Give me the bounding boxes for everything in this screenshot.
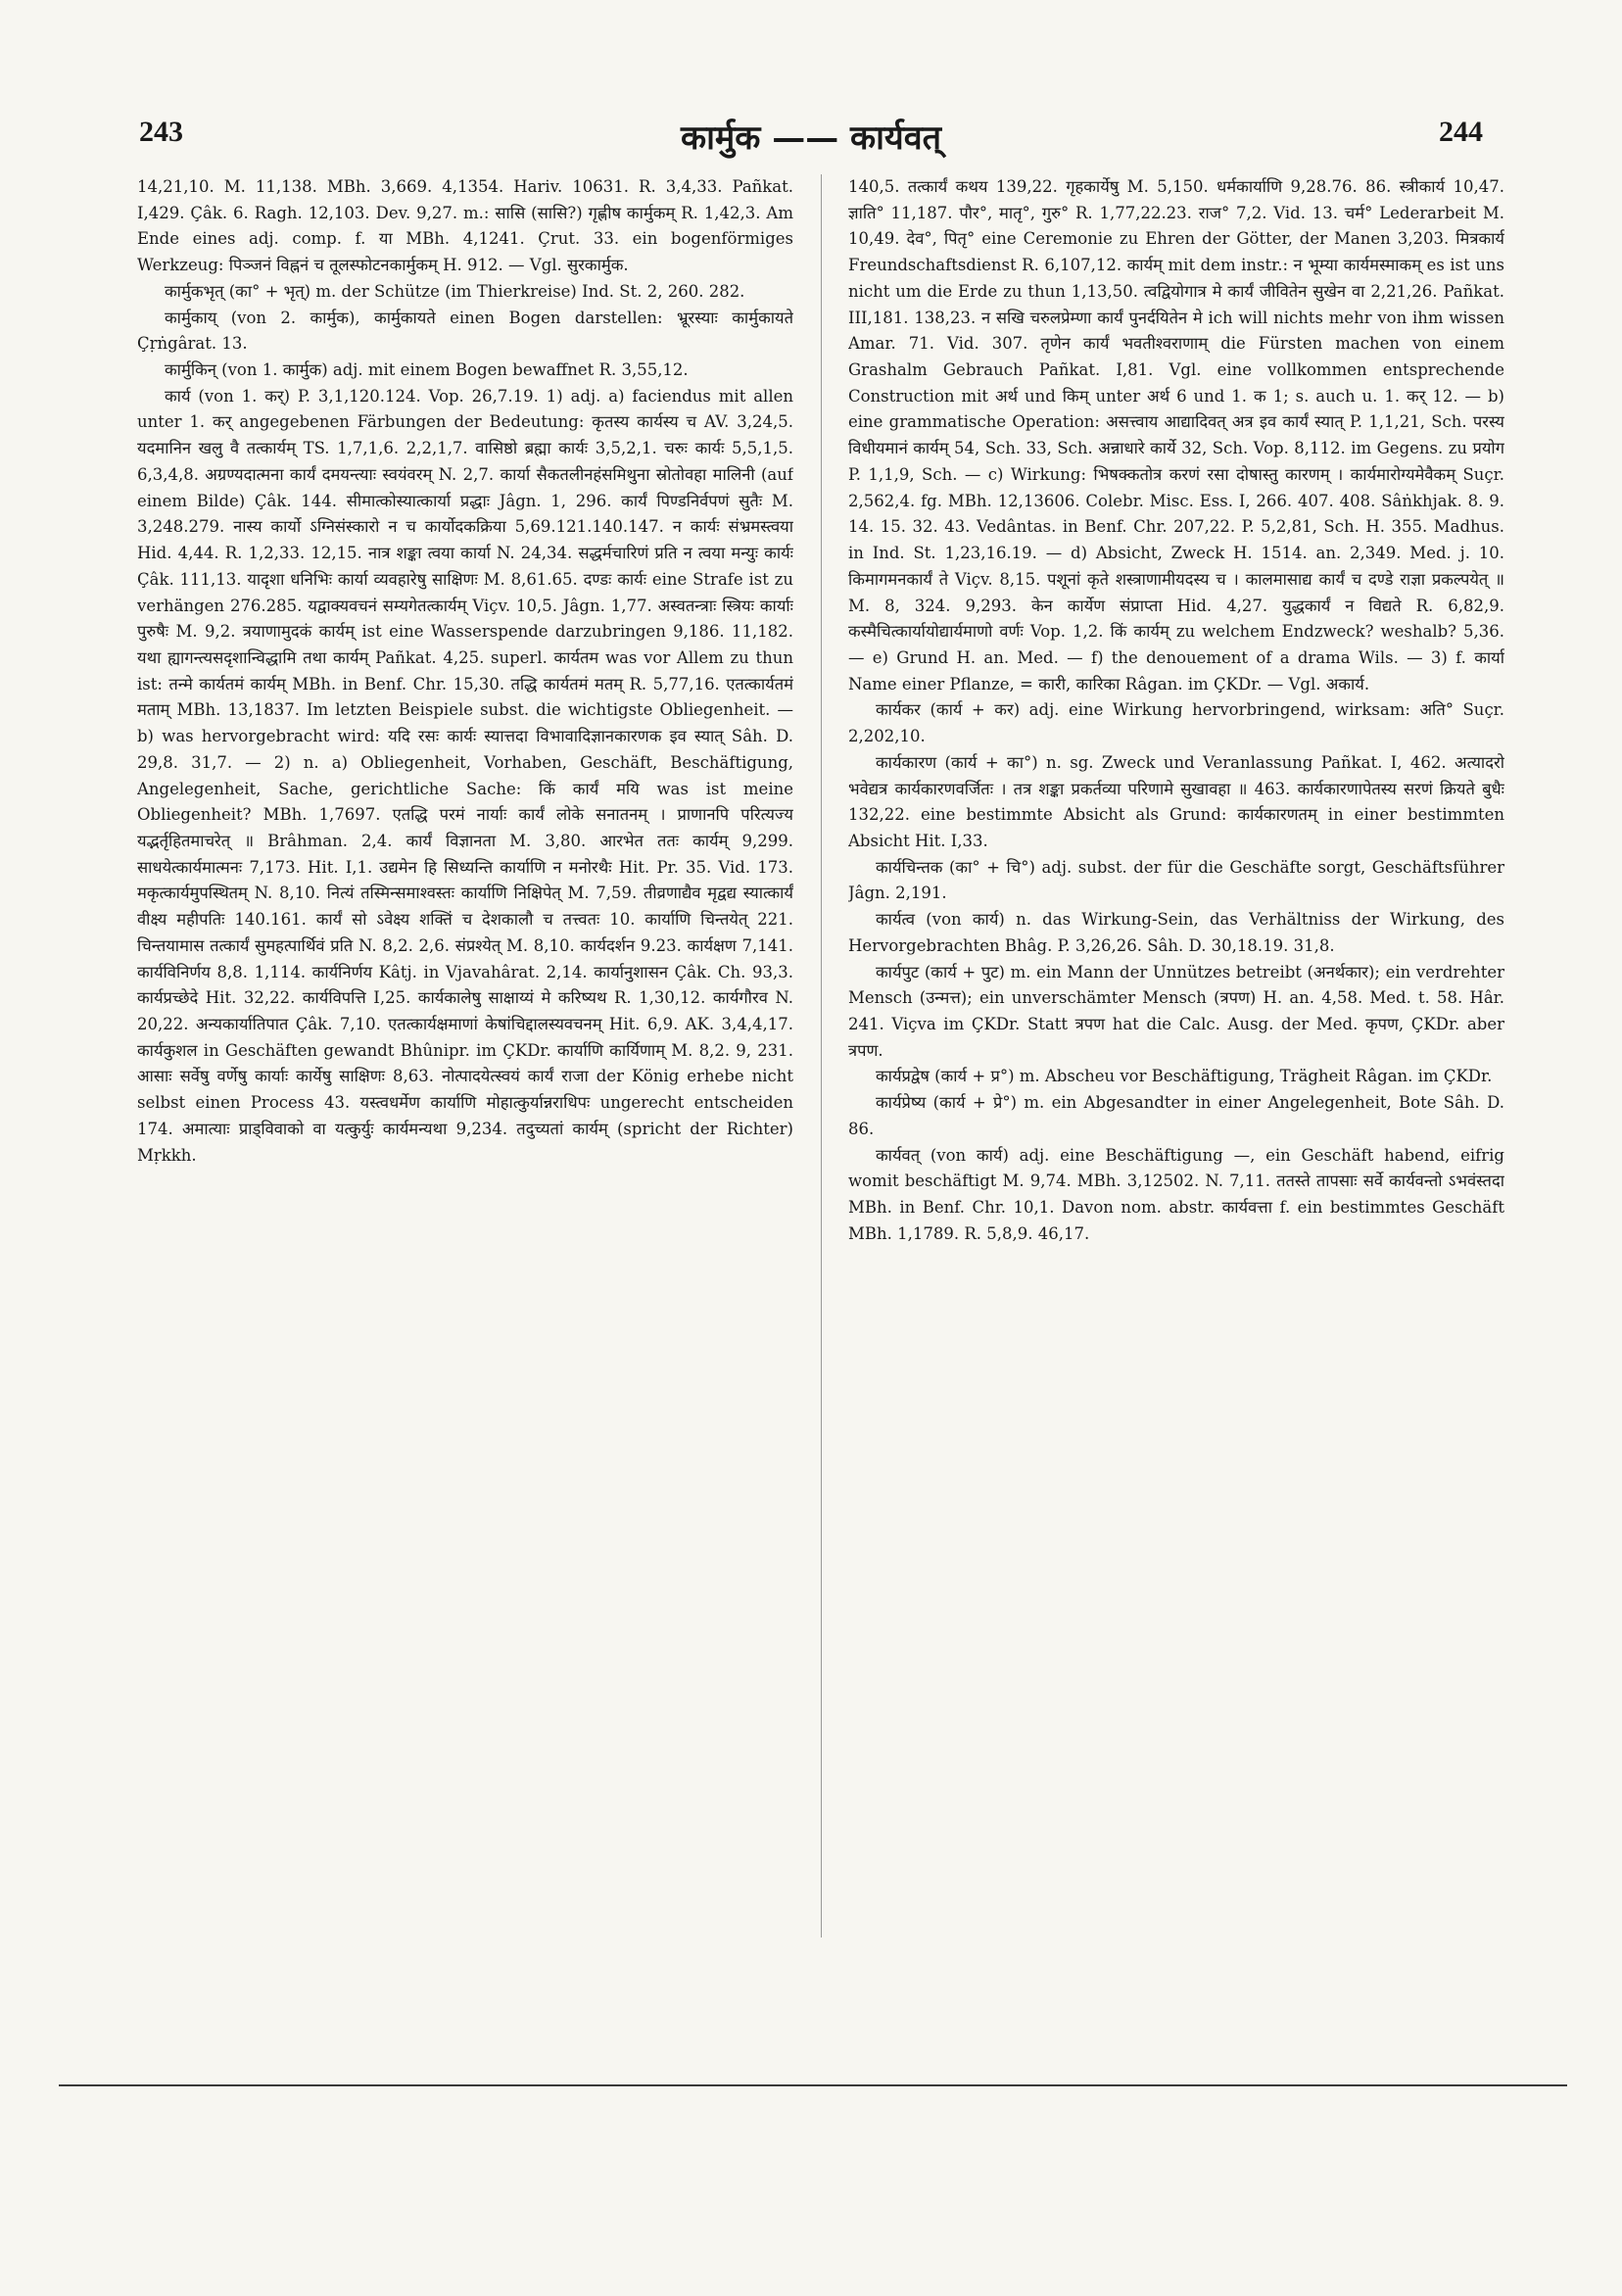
dictionary-entry: कार्यपुट (कार्य + पुट) m. ein Mann der Unnützes betreibt (अनर्थकार); ein verdrehter Mensch (उन्मत्त); ein unverschämter Mensch (त्रपण) H. an. 4,58. Med. t. 58. Hâr. 241. Viçva im ÇKDr. Statt त्रपण hat die Calc. Ausg. der Med. कृपण, ÇKDr. aber त्रपण. <box>848 962 1504 1060</box>
dictionary-entry: कार्य (von 1. कर्) P. 3,1,120.124. Vop. 26,7.19. 1) adj. a) faciendus mit allen unter 1. कर् angegebenen Färbungen der Bedeutung: कृतस्य कार्यस्य च AV. 3,24,5. यदमानिन खलु वै तत्कार्यम् TS. 1,7,1,6. 2,2,1,7. वासिष्ठो ब्रह्मा कार्यः 3,5,2,1. चरुः कार्यः 5,5,1,5. 6,3,4,8. अग्रण्यदात्मना कार्यं दमयन्त्याः स्वयंवरम् N. 2,7. कार्या सैकतलीनहंसमिथुना स्रोतोवहा मालिनी (auf einem Bilde) Çâk. 144. सीमात्कोस्यात्कार्या प्रद्धाः Jâgn. 1, 296. कार्यं पिण्डनिर्वपणं सुतैः M. 3,248.279. नास्य कार्यो ऽग्निसंस्कारो न च कार्योदकक्रिया 5,69.121.140.147. न कार्यः संभ्रमस्त्वया Hid. 4,44. R. 1,2,33. 12,15. नात्र शङ्का त्वया कार्या N. 24,34. सद्धर्मचारिणं प्रति न त्वया मन्युः कार्यः Çâk. 111,13. यादृशा धनिभिः कार्या व्यवहारेषु साक्षिणः M. 8,61.65. दण्डः कार्यः eine Strafe ist zu verhängen 276.285. यद्वाक्यवचनं सम्यगेतत्कार्यम् Viçv. 10,5. Jâgn. 1,77. अस्वतन्त्राः स्त्रियः कार्याः पुरुषैः M. 9,2. त्रयाणामुदकं कार्यम् ist eine Wasserspende darzubringen 9,186. 11,182. यथा ह्यागन्त्यसदृशान्विद्धामि तथा कार्यम् Pañkat. 4,25. superl. कार्यतम was vor Allem zu thun ist: तन्मे कार्यतमं कार्यम् MBh. in Benf. Chr. 15,30. तद्धि कार्यतमं मतम् R. 5,77,16. एतत्कार्यतमं मताम् MBh. 13,1837. Im letzten Beispiele subst. die wichtigste Obliegenheit. — b) was hervorgebracht wird: यदि रसः कार्यः स्यात्तदा विभावादिज्ञानकारणक इव स्यात् Sâh. D. 29,8. 31,7. — 2) n. a) Obliegenheit, Vorhaben, Geschäft, Beschäftigung, Angelegenheit, Sache, gerichtliche Sache: किं कार्यं मयि was ist meine Obliegenheit? MBh. 1,7697. एतद्धि परमं नार्याः कार्यं लोके सनातनम् । प्राणानपि परित्यज्य यद्भर्तृहितमाचरेत् ॥ Brâhman. 2,4. कार्यं विज्ञानता M. 3,80. आरभेत ततः कार्यम् 9,299. साधयेत्कार्यमात्मनः 7,173. Hit. I,1. उद्यमेन हि सिध्यन्ति कार्याणि न मनोरथैः Hit. Pr. 35. Vid. 173. मकृत्कार्यमुपस्थितम् N. 8,10. नित्यं तस्मिन्समाश्वस्तः कार्याणि निक्षिपेत् M. 7,59. तीव्रणाद्यैव मृद्वद्य स्यात्कार्यं वीक्ष्य महीपतिः 140.161. कार्यं सो ऽवेक्ष्य शक्तिं च देशकालौ च तत्त्वतः 10. कार्याणि चिन्तयेत् 221. चिन्तयामास तत्कार्यं सुमहत्पार्थिवं प्रति N. 8,2. 2,6. संप्रश्येत् M. 8,10. कार्यदर्शन 9.23. कार्यक्षण 7,141. कार्यविनिर्णय 8,8. 1,114. कार्यनिर्णय Kâtj. in Vjavahârat. 2,14. कार्यानुशासन Çâk. Ch. 93,3. कार्यप्रच्छेदे Hit. 32,22. कार्यविपत्ति I,25. कार्यकालेषु साक्षाय्यं मे करिष्यथ R. 1,30,12. कार्यगौरव N. 20,22. अन्यकार्यातिपात Çâk. 7,10. एतत्कार्यक्षमाणां केषांचिद्दालस्यवचनम् Hit. 6,9. AK. 3,4,4,17. कार्यकुशल in Geschäften gewandt Bhûnipr. im ÇKDr. कार्याणि कार्यिणाम् M. 8,2. 9, 231. आसाः सर्वेषु वर्णेषु कार्याः कार्येषु साक्षिणः 8,63. नोत्पादयेत्स्वयं कार्यं राजा der König erhebe nicht selbst einen Process 43. यस्त्वधर्मेण कार्याणि मोहात्कुर्यान्नराधिपः ungerecht entscheiden 174. अमात्याः प्राड्विवाको वा यत्कुर्युः कार्यमन्यथा 9,234. तदुच्यतां कार्यम् (spricht der Richter) Mṛkkh. <box>137 386 793 1165</box>
dictionary-entry: कार्यप्रेष्य (कार्य + प्रे°) m. ein Abgesandter in einer Angelegenheit, Bote Sâh. D. 86. <box>848 1093 1504 1138</box>
dictionary-entry: कार्मुकभृत् (का° + भृत्) m. der Schütze (im Thierkreise) Ind. St. 2, 260. 282. <box>165 281 745 301</box>
dictionary-entry: कार्यवत् (von कार्य) adj. eine Beschäftigung —, ein Geschäft habend, eifrig womit beschäftigt M. 9,74. MBh. 3,12502. N. 7,11. ततस्ते तापसाः सर्वे कार्यवन्तो ऽभवंस्तदा MBh. in Benf. Chr. 10,1. Davon nom. abstr. कार्यवत्ता f. ein bestimmtes Geschäft MBh. 1,1789. R. 5,8,9. 46,17. <box>848 1145 1504 1243</box>
dictionary-entry: कार्यप्रद्वेष (कार्य + प्र°) m. Abscheu vor Beschäftigung, Trägheit Râgan. im ÇKDr. <box>876 1067 1493 1086</box>
dictionary-entry: 14,21,10. M. 11,138. MBh. 3,669. 4,1354. Hariv. 10631. R. 3,4,33. Pañkat. I,429. Çâk. 6. Ragh. 12,103. Dev. 9,27. m.: सासि (सासि?) गृह्णीष कार्मुकम् R. 1,42,3. Am Ende eines adj. comp. f. या MBh. 4,1241. Çrut. 33. ein bogenförmiges Werkzeug: पिञ्जनं विह्ननं च तूलस्फोटनकार्मुकम् H. 912. — Vgl. सुरकार्मुक. <box>137 177 793 275</box>
dictionary-entry: कार्यत्व (von कार्य) n. das Wirkung-Sein, das Verhältniss der Wirkung, des Hervorgebrachten Bhâg. P. 3,26,26. Sâh. D. 30,18.19. 31,8. <box>848 910 1504 955</box>
column-divider <box>821 174 822 1937</box>
dictionary-entry: कार्यकारण (कार्य + का°) n. sg. Zweck und Veranlassung Pañkat. I, 462. अत्यादरो भवेद्यत्र कार्यकारणवर्जितः । तत्र शङ्का प्रकर्तव्या परिणामे सुखावहा ॥ 463. कार्यकारणापेतस्य सरणं क्रियते बुधैः 132,22. eine bestimmte Absicht als Grund: कार्यकारणतम् in einer bestimmten Absicht Hit. I,33. <box>848 752 1504 850</box>
dictionary-entry: कार्मुकिन् (von 1. कार्मुक) adj. mit einem Bogen bewaffnet R. 3,55,12. <box>165 360 689 380</box>
footer-rule <box>59 2084 1567 2086</box>
dictionary-entry: कार्यचिन्तक (का° + चि°) adj. subst. der für die Geschäfte sorgt, Geschäftsführer Jâgn. 2,191. <box>848 857 1504 903</box>
dictionary-entry: कार्यकर (कार्य + कर) adj. eine Wirkung hervorbringend, wirksam: अति° Suçr. 2,202,10. <box>848 700 1504 746</box>
right-column <box>848 174 1504 1967</box>
left-column <box>137 174 793 1967</box>
right-page-number: 244 <box>1439 116 1483 148</box>
running-head: कार्मुक —— कार्यवत् <box>681 119 941 158</box>
dictionary-entry: कार्मुकाय् (von 2. कार्मुक), कार्मुकायते einen Bogen darstellen: भ्रूरस्याः कार्मुकायते Çṛṅgârat. 13. <box>137 308 793 354</box>
left-page-number: 243 <box>139 116 183 148</box>
dictionary-entry: 140,5. तत्कार्यं कथय 139,22. गृहकार्येषु M. 5,150. धर्मकार्याणि 9,28.76. 86. स्त्रीकार्य 10,47. ज्ञाति° 11,187. पौर°, मातृ°, गुरु° R. 1,77,22.23. राज° 7,2. Vid. 13. चर्म° Lederarbeit M. 10,49. देव°, पितृ° eine Ceremonie zu Ehren der Götter, der Manen 3,203. मित्रकार्य Freundschaftsdienst R. 6,107,12. कार्यम् mit dem instr.: न भूम्या कार्यमस्माकम् es ist uns nicht um die Erde zu thun 1,13,50. त्वद्वियोगात्र मे कार्यं जीवितेन सुखेन वा 2,21,26. Pañkat. III,181. 138,23. न सखि चरुलप्रेम्णा कार्यं पुनर्दयितेन मे ich will nichts mehr von ihm wissen Amar. 71. Vid. 307. तृणेन कार्यं भवतीश्वराणाम् die Fürsten machen von einem Grashalm Gebrauch Pañkat. I,81. Vgl. eine vollkommen entsprechende Construction mit अर्थ und किम् unter अर्थ 6 und 1. क 1; s. auch u. 1. कर् 12. — b) eine grammatische Operation: असत्त्वाय आद्यादिवत् अत्र इव कार्यं स्यात् P. 1,1,21, Sch. परस्य विधीयमानं कार्यम् 54, Sch. 33, Sch. अन्नाधारे कार्ये 32, Sch. Vop. 8,112. im Gegens. zu प्रयोग P. 1,1,9, Sch. — c) Wirkung: भिषक्कतोत्र करणं रसा दोषास्तु कारणम् । कार्यमारोग्यमेवैकम् Suçr. 2,562,4. fg. MBh. 12,13606. Colebr. Misc. Ess. I, 266. 407. 408. Sâṅkhjak. 8. 9. 14. 15. 32. 43. Vedântas. in Benf. Chr. 207,22. P. 5,2,81, Sch. H. 355. Madhus. in Ind. St. 1,23,16.19. — d) Absicht, Zweck H. 1514. an. 2,349. Med. j. 10. किमागमनकार्यं ते Viçv. 8,15. पशूनां कृते शस्त्राणामीयदस्य च । कालमासाद्य कार्यं च दण्डे राज्ञा प्रकल्पयेत् ॥ M. 8, 324. 9,293. केन कार्येण संप्राप्ता Hid. 4,27. युद्धकार्यं न विद्यते R. 6,82,9. कस्मैचित्कार्यायोद्यार्यमाणो वर्णः Vop. 1,2. किं कार्यम् zu welchem Endzweck? weshalb? 5,36. — e) Grund H. an. Med. — f) the denouement of a drama Wils. — 3) f. कार्या Name einer Pflanze, = कारी, कारिका Râgan. im ÇKDr. — Vgl. अकार्य. <box>848 177 1504 694</box>
